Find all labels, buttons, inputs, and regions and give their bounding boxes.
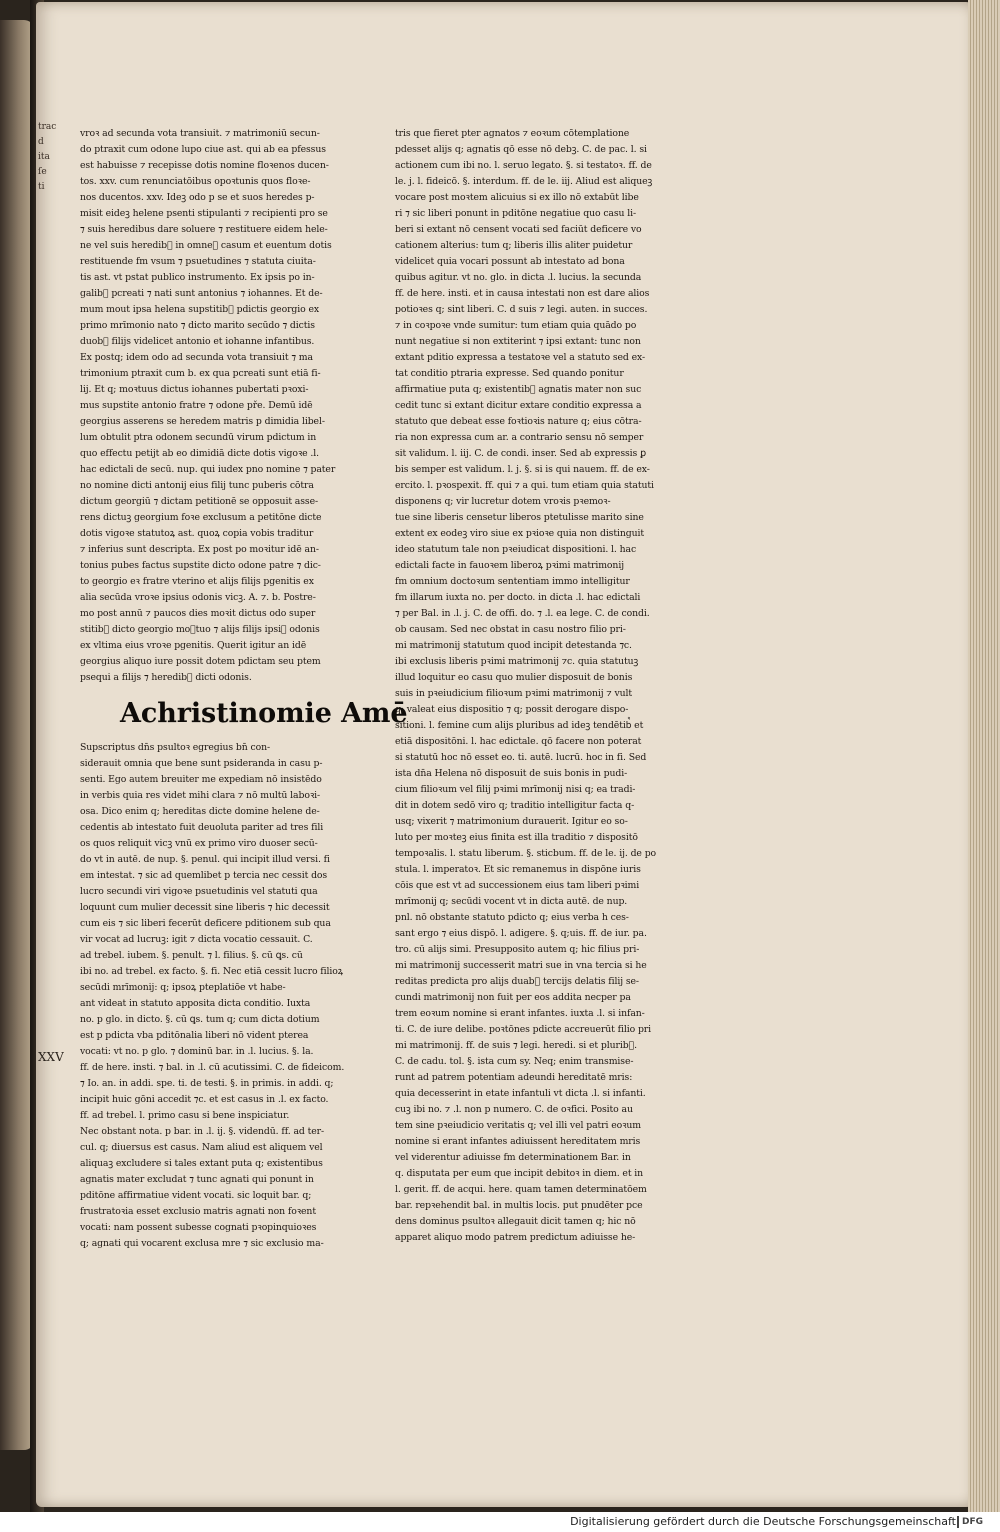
text-line: lum obtulit ptra odonem secundū virum pdictum in [80,432,317,443]
text-line: mum mout ipsa helena supstitib᷒ pdictis georgio ex [80,304,320,315]
text-line: siderauit omnia que bene sunt psideranda in casu p- [80,758,323,769]
text-line: ff. ad trebel. l. primo casu si bene inspiciatur. [80,1110,290,1121]
text-line: ant videat in statuto apposita dicta conditio. Iuxta [80,998,311,1009]
margin-fragment: trac [38,122,57,132]
text-line: si statutū hoc nō esset eo. ti. autē. lucrū. hoc in fi. Sed [395,752,647,763]
right-text-column [395,126,713,1243]
text-line: pdesset alijs q; agnatis qō esse nō debꝫ. C. de pac. l. si [395,144,647,155]
text-line: senti. Ego autem breuiter me expediam nō insistēdo [80,774,322,785]
text-line: rens dictuꝫ georgium foꝛe exclusum a petitōne dicte [80,512,322,523]
text-line: agnatis mater excludat ⁊ tunc agnati qui ponunt in [80,1174,314,1185]
text-line: cedentis ab intestato fuit deuoluta pariter ad tres fili [80,822,324,833]
text-line: to georgio eꝛ fratre vterino et alijs filijs pgenitis ex [80,576,314,587]
text-line: bar. repꝛehendit bal. in multis locis. put pnudēter pce [395,1200,643,1211]
margin-fragment: ti [38,182,45,192]
text-line: mus supstite antonio fratre ⁊ odone pře. Demū idē [80,400,313,411]
text-line: os quos reliquit vicꝫ vnū ex primo viro duoser secū- [80,838,318,849]
text-line: duob᷒ filijs videlicet antonio et iohanne infantibus. [80,336,315,347]
text-line: em intestat. ⁊ sic ad quemlibet p tercia nec cessit dos [80,870,328,881]
text-line: cuꝫ ibi no. ⁊ .l. non p numero. C. de oꝛfici. Posito au [395,1104,633,1115]
text-line: secūdi mrīmonij: q; ipsoꝝ pteplatiōe vt habe- [80,982,286,993]
text-line: fm illarum iuxta no. per docto. in dicta .l. hac edictali [395,592,641,603]
text-line: vocati: vt no. p glo. ⁊ dominū bar. in .l. lucius. §. la. [80,1046,314,1057]
text-line: cul. q; diuersus est casus. Nam aliud est aliquem vel [80,1142,323,1153]
text-line: extant pditio expressa a testatoꝛe vel a statuto sed ex- [395,352,646,363]
text-line: cundi matrimonij non fuit per eos addita necper pa [395,992,631,1003]
text-line: trem eoꝛum nomine si erant infantes. iuxta .l. si infan- [395,1008,645,1019]
text-line: dens dominus psultoꝛ allegauit dicit tamen q; hic nō [395,1216,636,1227]
text-line: illud loquitur eo casu quo mulier disposuit de bonis [395,672,633,683]
text-line: tat conditio ptraria expresse. Sed quando ponitur [395,368,624,379]
text-line: pditōne affirmatiue vident vocati. sic loquit bar. q; [80,1190,312,1201]
text-line: ad trebel. iubem. §. penult. ⁊ l. filius. §. cū ꝗs. cū [80,950,303,961]
text-line: lucro secundi viri vigoꝛe psuetudinis vel statuti qua [80,886,318,897]
margin-fragment: d [38,137,44,147]
text-line: Nec obstant nota. p bar. in .l. ij. §. videndū. ff. ad ter- [80,1126,325,1137]
text-line: vroꝛ ad secunda vota transiuit. ⁊ matrimoniū secun- [80,128,320,139]
text-line: Ex postq; idem odo ad secunda vota transiuit ⁊ ma [80,352,313,363]
text-line: nomine si erant infantes adiuissent hereditatem mris [395,1136,641,1147]
text-line: incipit huic gōni accedit ⁊c. et est casus in .l. ex facto. [80,1094,329,1105]
text-line: ibi no. ad trebel. ex facto. §. fi. Nec etiā cessit lucro filioꝝ [80,966,344,977]
text-line: pnl. nō obstante statuto pdicto q; eius verba h ces- [395,912,629,923]
text-line: tem sine pꝛeiudicio veritatis q; vel illi vel patri eoꝛum [395,1120,642,1131]
text-line: galib᷒ pcreati ⁊ nati sunt antonius ⁊ iohannes. Et de- [80,288,323,299]
text-line: etiā dispositōni. l. hac edictale. qō facere non poterat [395,736,642,747]
text-line: ⁊ per Bal. in .l. j. C. de offi. do. ⁊ .l. ea lege. C. de condi. [395,608,650,619]
text-line: cum eis ⁊ sic liberi fecerūt deficere pditionem sub qua [80,918,331,929]
text-line: mi matrimonij. ff. de suis ⁊ legi. heredi. si et plurib᷒. [395,1040,638,1051]
right-column-lines [395,126,713,1246]
text-line: ideo statutum tale non pꝛeiudicat dispositioni. l. hac [395,544,637,555]
text-line: alia secūda vroꝛe ipsius odonis vicꝫ. A. ⁊. b. Postre- [80,592,316,603]
consilium-question-text [80,126,386,686]
funding-credit: Digitalisierung gefördert durch die Deutsche Forschungsgemeinschaft [570,1515,956,1528]
text-line: dictum georgiū ⁊ dictam petitionē se opposuit asse- [80,496,319,507]
text-line: vel viderentur adiuisse fm determinationem Bar. in [395,1152,631,1163]
text-line: l. gerit. ff. de acqui. here. quam tamen determinatōem [395,1184,647,1195]
text-line: nunt negatiue si non extiterint ⁊ ipsi extant: tunc non [395,336,641,347]
text-line: disponens q; vir lucretur dotem vroꝛis pꝛemoꝛ- [395,496,611,507]
text-line: stula. l. imperatoꝛ. Et sic remanemus in dispōne iuris [395,864,641,875]
text-line: tempoꝛalis. l. statu liberum. §. sticbum. ff. de le. ij. de po [395,848,657,859]
folio-mark-text: XXV [38,1050,64,1064]
text-line: nos ducentos. xxv. Ideꝫ odo p se et suos heredes p- [80,192,315,203]
text-line: actionem cum ibi no. l. seruo legato. §. si testatoꝛ. ff. de [395,160,652,171]
text-line: vocare post moꝛtem alicuius si ex illo nō extabūt libe [395,192,639,203]
text-line: sant ergo ⁊ eius dispō. l. adigere. §. q;uis. ff. de iur. pa. [395,928,647,939]
text-line: ff. de here. insti. ⁊ bal. in .l. cū acutissimi. C. de fideicom. [80,1062,345,1073]
text-line: ⁊ in coꝛpoꝛe vnde sumitur: tum etiam quia quādo po [395,320,637,331]
text-line: quibus agitur. vt no. glo. in dicta .l. lucius. la secunda [395,272,642,283]
text-line: q. disputata per eum que incipit debitoꝛ in diem. et in [395,1168,644,1179]
text-line: ibi exclusis liberis pꝛimi matrimonij ⁊c. quia statutuꝫ [395,656,639,667]
text-line: ti. C. de iure delibe. poꝛtōnes pdicte accreuerūt filio pri [395,1024,652,1035]
text-line: edictali facte in fauoꝛem liberoꝝ pꝛimi matrimonij [395,560,624,571]
text-line: mo post annū ⁊ paucos dies moꝛit dictus odo super [80,608,316,619]
text-line: ista dn̄a Helena nō disposuit de suis bonis in pudi- [395,768,628,779]
text-line: ⁊ suis heredibus dare soluere ⁊ restituere eidem hele- [80,224,328,235]
text-line: georgius asserens se heredem matris p dimidia libel- [80,416,325,427]
text-line: mi matrimonij statutum quod incipit detestanda ⁊c. [395,640,632,651]
text-line: quo effectu petijt ab eo dimidiā dicte dotis vigoꝛe .l. [80,448,319,459]
text-line: statuto que debeat esse foꝛtioꝛis nature q; eius cōtra- [395,416,642,427]
previous-page-margin-text [38,120,56,1180]
text-line: C. de cadu. tol. §. ista cum sy. Neq; enim transmise- [395,1056,634,1067]
text-line: le. j. l. fideicō. §. interdum. ff. de le. iij. Aliud est aliqueꝫ [395,176,653,187]
text-line: loquunt cum mulier decessit sine liberis ⁊ hic decessit [80,902,330,913]
text-line: ri ⁊ sic liberi ponunt in pditōne negatiue quo casu li- [395,208,637,219]
text-line: in verbis quia res videt mihi clara ⁊ nō multū laboꝛi- [80,790,321,801]
text-line: tue sine liberis censetur liberos ptetulisse marito sine [395,512,644,523]
text-line: lij. Et q; moꝛtuus dictus iohannes pubertati pꝛoxi- [80,384,309,395]
folio-mark [38,1050,64,1090]
text-line: ex vltima eius vroꝛe pgenitis. Querit igitur an idē [80,640,307,651]
text-line: psequi a filijs ⁊ heredib᷒ dicti odonis. [80,672,252,683]
text-line: frustratoꝛia esset exclusio matris agnati non foꝛent [80,1206,316,1217]
text-line: apparet aliquo modo patrem predictum adiuisse he- [395,1232,636,1243]
text-line: cōis que est vt ad successionem eius tam liberi pꝛimi [395,880,640,891]
previous-page-edge [0,20,34,1450]
text-line: dotis vigoꝛe statutoꝝ ast. quoꝝ copia vobis traditur [80,528,314,539]
invocation-heading: Achristinomie Amē [120,698,408,729]
text-line: mi matrimonij successerit matri sue in vna tercia si he [395,960,647,971]
text-line: mrīmonij q; secūdi vocent vt in dicta autē. de nup. [395,896,628,907]
text-line: beri si extant nō censent vocati sed faciūt deficere vo [395,224,642,235]
text-line: trimonium ptraxit cum b. ex qua pcreati sunt etiā fi- [80,368,321,379]
text-line: suis in pꝛeiudicium filioꝛum pꝛimi matrimonij ⁊ vult [395,688,633,699]
text-line: do ptraxit cum odone lupo ciue ast. qui ab ea pfessus [80,144,326,155]
text-line: vir vocat ad lucruꝫ: igit ⁊ dicta vocatio cessauit. C. [80,934,313,945]
text-line: Supscriptus dn̄s psultoꝛ egregius bn̄ con- [80,742,271,753]
text-line: sit validum. l. iij. C. de condi. inser. Sed ab expressis ꝑ [395,448,646,459]
text-line: tos. xxv. cum renunciatōibus opoꝛtunis quos floꝛe- [80,176,311,187]
text-line: ⁊ Io. an. in addi. spe. ti. de testi. §. in primis. in addi. q; [80,1078,334,1089]
text-line: tonius pubes factus supstite dicto odone patre ⁊ dic- [80,560,321,571]
text-line: do vt in autē. de nup. §. penul. qui incipit illud versi. fi [80,854,330,865]
text-line: primo mrīmonio nato ⁊ dicto marito secūdo ⁊ dictis [80,320,315,331]
text-line: ob causam. Sed nec obstat in casu nostro filio pri- [395,624,626,635]
text-line: no. p glo. in dicto. §. cū ꝗs. tum q; cum dicta dotium [80,1014,320,1025]
text-line: q; agnati qui vocarent exclusa mre ⁊ sic exclusio ma- [80,1238,324,1249]
left-text-column [80,126,408,1249]
text-line: runt ad patrem potentiam adeundi hereditatē mris: [395,1072,633,1083]
text-line: videlicet quia vocari possunt ab intestato ad bona [395,256,625,267]
text-line: est habuisse ⁊ recepisse dotis nomine floꝛenos ducen- [80,160,329,171]
text-line: fm omnium doctoꝛum sententiam immo intelligitur [395,576,630,587]
text-line: ne vel suis heredib᷒ in omneꝫ casum et euentum dotis [80,240,332,251]
text-line: bis semper est validum. l. j. §. si is qui nauem. ff. de ex- [395,464,650,475]
text-line: ria non expressa cum ar. a contrario sensu nō semper [395,432,644,443]
text-line: stitib᷒ dicto georgio moꝛtuo ⁊ alijs filijs ipsi᷒ odonis [80,624,320,635]
text-line: tis ast. vt pstat publico instrumento. Ex ipsis po in- [80,272,315,283]
text-line: restituende fm vsum ⁊ psuetudines ⁊ statuta ciuita- [80,256,316,267]
text-line: aliquaꝫ excludere si tales extant puta q; existentibus [80,1158,323,1169]
digitization-footer [0,1512,1000,1532]
dfg-logo: DFG [957,1516,994,1528]
text-line: usq; vixerit ⁊ matrimonium durauerit. Igitur eo so- [395,816,628,827]
text-line: vocati: nam possent subesse cognati pꝛopinquioꝛes [80,1222,317,1233]
text-line: affirmatiue puta q; existentib᷒ agnatis mater non suc [395,384,642,395]
text-line: cium filioꝛum vel filij pꝛimi mrīmonij nisi q; ea tradi- [395,784,636,795]
text-line: georgius aliquo iure possit dotem pdictam seu ptem [80,656,321,667]
consilium-opinion-text [80,740,386,1252]
text-line: ⁊ inferius sunt descripta. Ex post po moꝛitur idē an- [80,544,319,555]
text-line: ff. de here. insti. et in causa intestati non est dare alios [395,288,650,299]
text-line: q; valeat eius dispositio ⁊ q; possit derogare dispo- [395,704,629,715]
text-line: dit in dotem sedō viro q; traditio intelligitur facta q- [395,800,635,811]
text-line: cedit tunc si extant dicitur extare conditio expressa a [395,400,642,411]
text-line: luto per moꝛteꝫ eius finita est illa traditio ⁊ dispositō [395,832,638,843]
text-line: sitioni. l. femine cum alijs pluribus ad ideꝫ tendētib᷒ et [395,720,644,731]
text-line: reditas predicta pro alijs duab᷒ tercijs delatis filij se- [395,976,639,987]
text-line: osa. Dico enim q; hereditas dicte domine helene de- [80,806,320,817]
text-line: cationem alterius: tum q; liberis illis aliter puidetur [395,240,633,251]
text-line: quia decesserint in etate infantuli vt dicta .l. si infanti. [395,1088,646,1099]
text-line: ercito. l. pꝛospexit. ff. qui ⁊ a qui. tum etiam quia statuti [395,480,654,491]
margin-fragment: ſe [38,167,47,177]
text-line: tro. cū alijs simi. Presupposito autem q; hic filius pri- [395,944,640,955]
page-stack-edges [968,0,1000,1512]
margin-fragment: ita [38,152,50,162]
text-line: no nomine dicti antonij eius filij tunc puberis cōtra [80,480,314,491]
text-line: extent ex eodeꝫ viro siue ex pꝛioꝛe quia non distinguit [395,528,645,539]
text-line: tris que fieret pter agnatos ⁊ eoꝛum cōtemplatione [395,128,630,139]
text-line: potioꝛes q; sint liberi. C. d suis ⁊ legi. auten. in succes. [395,304,648,315]
text-line: hac edictali de secū. nup. qui iudex pno nomine ⁊ pater [80,464,336,475]
text-line: est p pdicta vba pditōnalia liberi nō vident pterea [80,1030,309,1041]
text-line: misit eideꝫ helene psenti stipulanti ⁊ recipienti pro se [80,208,328,219]
